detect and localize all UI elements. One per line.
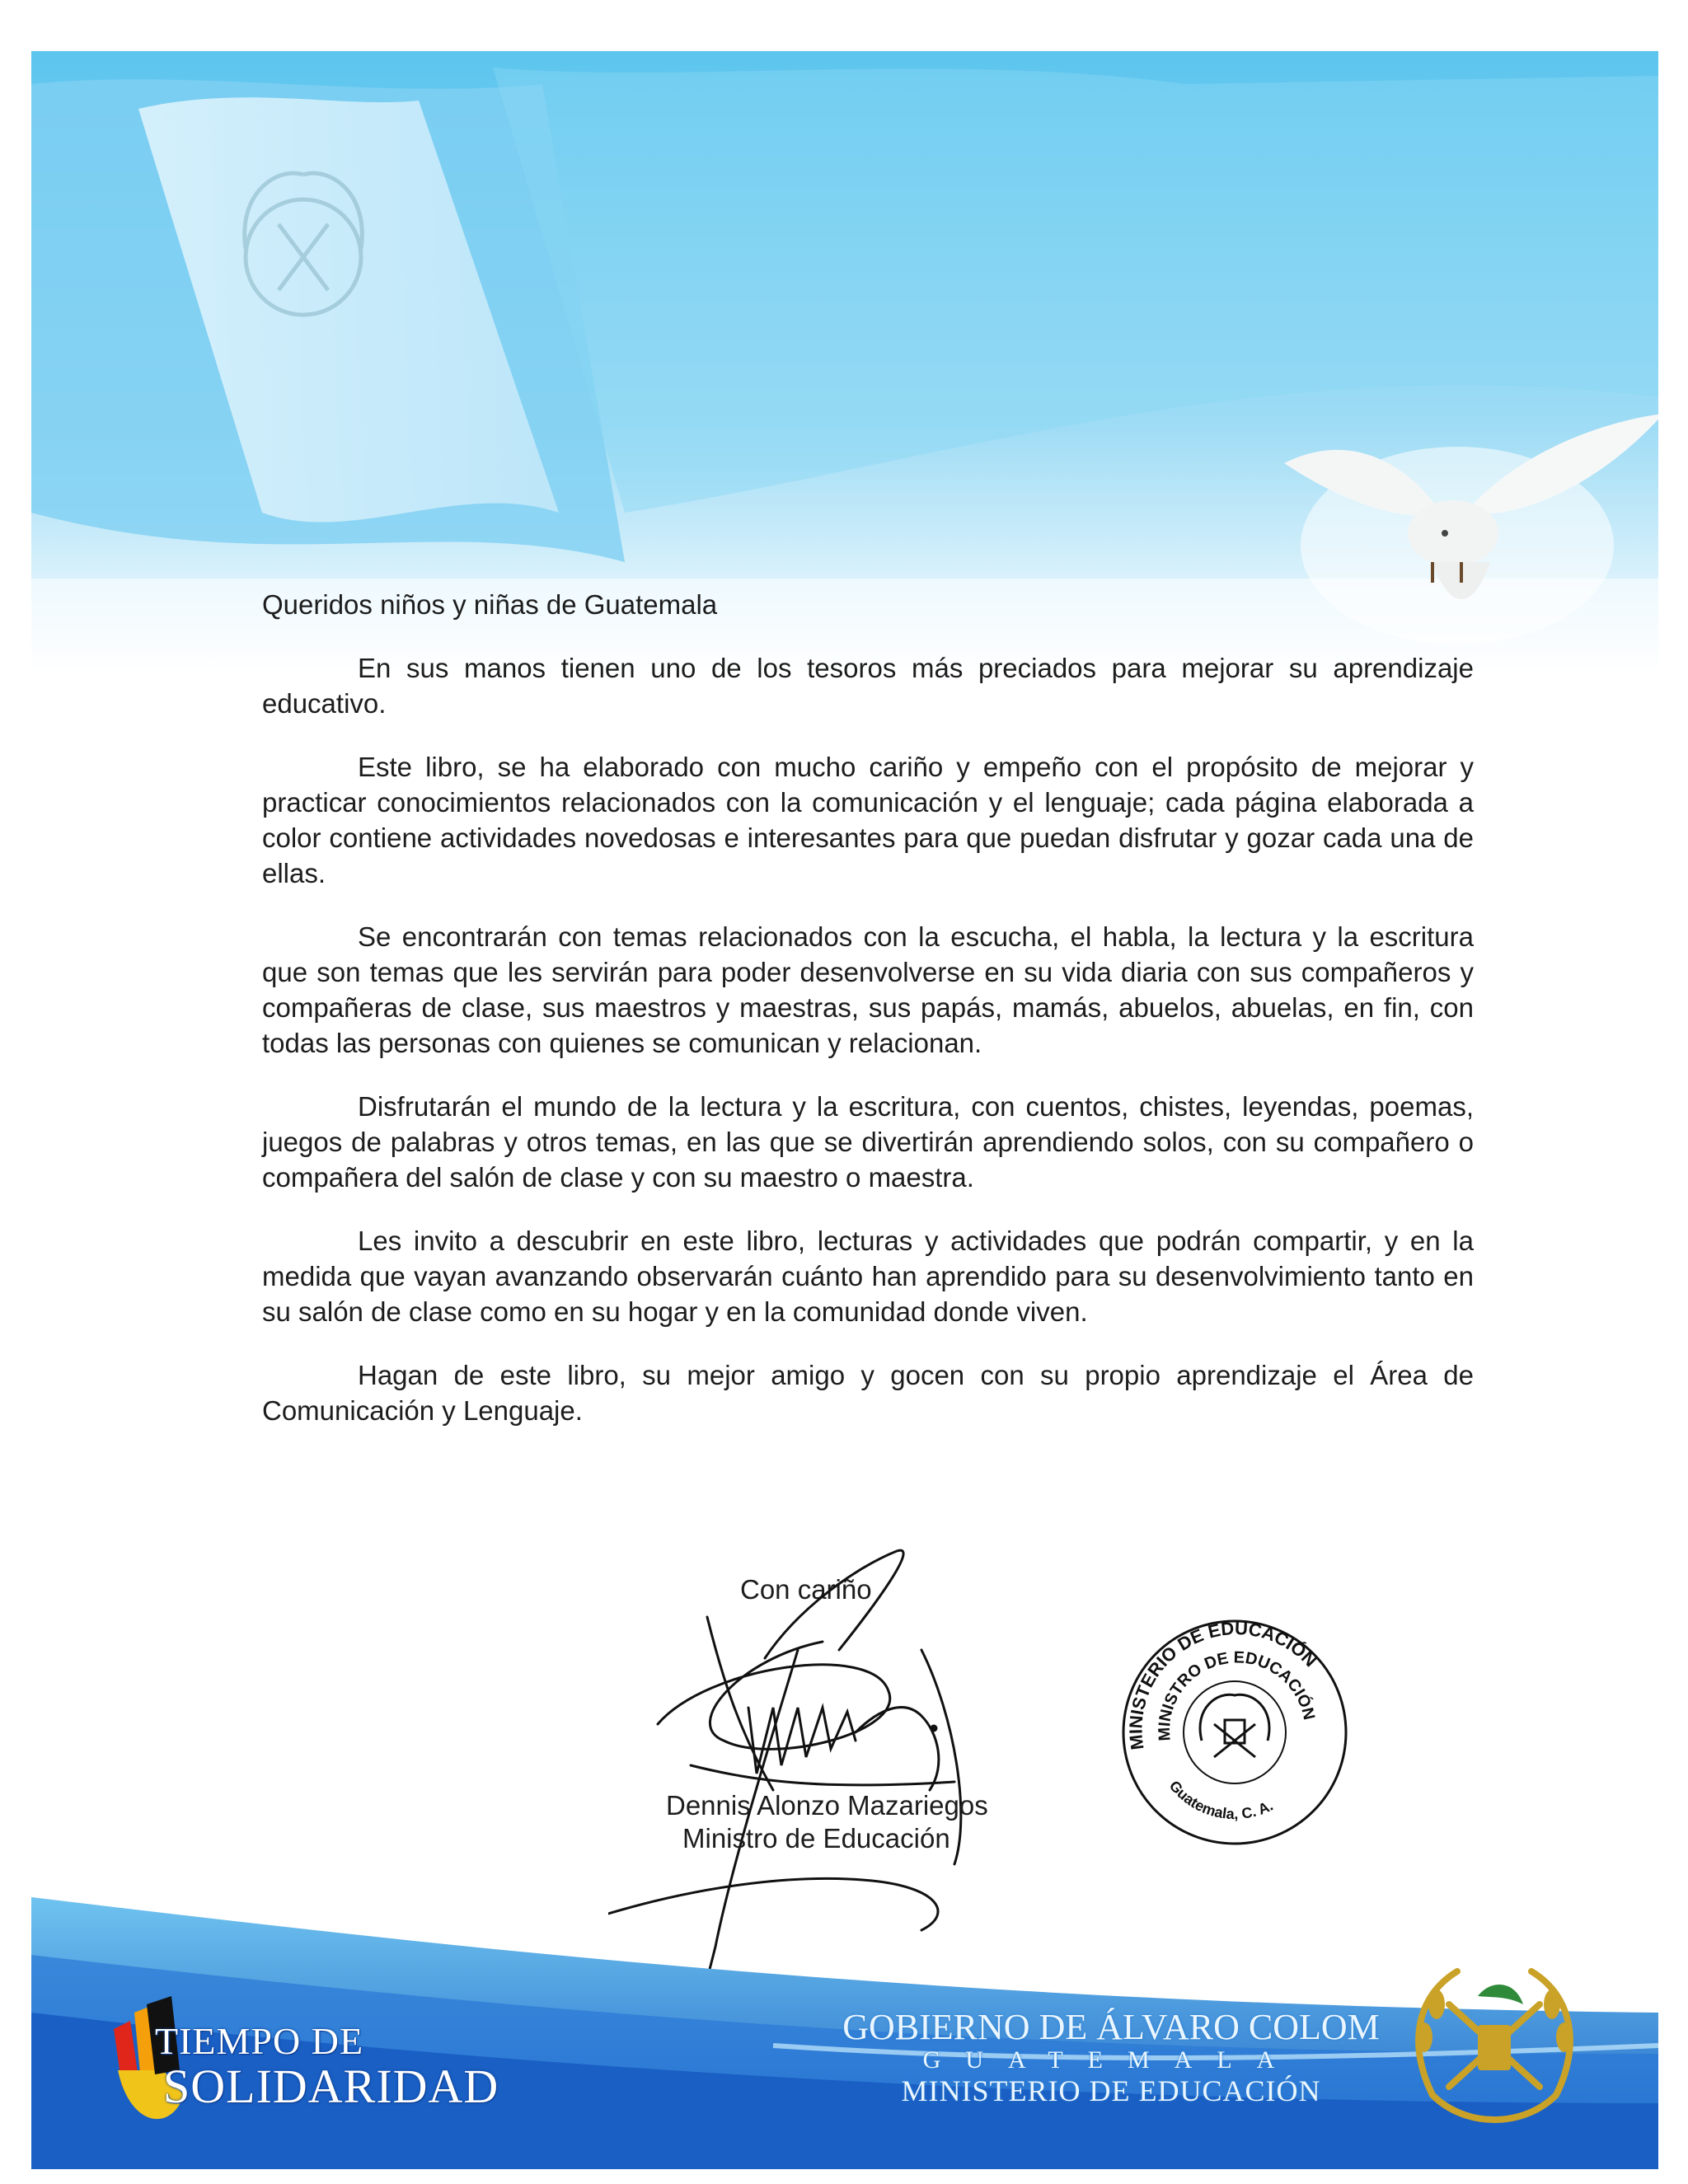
paragraph-2: Este libro, se ha elaborado con mucho cariño y empeño con el propósito de mejorar y practicar conocimientos relacionados con la comunicación y el lenguaje; cada página elaborada a color contiene actividades novedosas e interesantes para que puedan disfrutar y gozar cada una de ellas. [262, 752, 1474, 888]
paragraph-5: Les invito a descubrir en este libro, lecturas y actividades que podrán compartir, y en la medida que vayan avanzando observarán cuánto han aprendido para su desenvolvimiento tanto en su salón de clase como en su hogar y en la comunidad donde viven. [262, 1226, 1474, 1327]
closing-line: Con cariño [740, 1574, 872, 1605]
letter-body [262, 587, 1474, 1456]
signer-name: Dennis Alonzo Mazariegos [666, 1790, 988, 1821]
government-name: GOBIERNO DE ÁLVARO COLOM [842, 2007, 1380, 2047]
svg-text:Guatemala, C. A. [1166, 1778, 1276, 1823]
signer-title: Ministro de Educación [682, 1823, 950, 1854]
salutation: Queridos niños y niñas de Guatemala [262, 589, 718, 620]
seal-inner-text: MINISTRO DE EDUCACIÓN [1155, 1648, 1319, 1742]
gold-coat-of-arms-emblem [1400, 1947, 1589, 2144]
letter-page [31, 51, 1658, 2169]
country-name: GUATEMALA [922, 2046, 1300, 2074]
paragraph-4: Disfrutarán el mundo de la lectura y la escritura, con cuentos, chistes, leyendas, poemas, juegos de palabras y otros temas, en las que se divertirán aprendiendo solos, con su compañero o compañera del salón de clase y con su maestro o maestra. [262, 1091, 1474, 1193]
ministry-name: MINISTERIO DE EDUCACIÓN [901, 2074, 1321, 2107]
ministry-seal-stamp [1111, 1609, 1358, 1856]
logo-text-tiempo: TIEMPO DE [155, 2020, 364, 2062]
logo-text-solidaridad: SOLIDARIDAD [163, 2060, 499, 2113]
paragraph-6: Hagan de este libro, su mejor amigo y gocen con su propio aprendizaje el Área de Comunicación y Lenguaje. [262, 1360, 1474, 1426]
paragraph-1: En sus manos tienen uno de los tesoros más preciados para mejorar su aprendizaje educativo. [262, 653, 1474, 719]
seal-outer-text: MINISTERIO DE EDUCACIÓN [1125, 1617, 1321, 1751]
paragraph-3: Se encontrarán con temas relacionados con la escucha, el habla, la lectura y la escritura que son temas que les servirán para poder desenvolverse en su vida diaria con sus compañeros y compañeras de clase, sus maestros y maestras, sus papás, mamás, abuelos, abuelas, en fin, con todas las personas con quienes se comunican y relacionan. [262, 921, 1474, 1058]
seal-bottom-text: Guatemala, C. A. [1165, 1777, 1276, 1823]
government-banner [823, 2008, 1400, 2107]
